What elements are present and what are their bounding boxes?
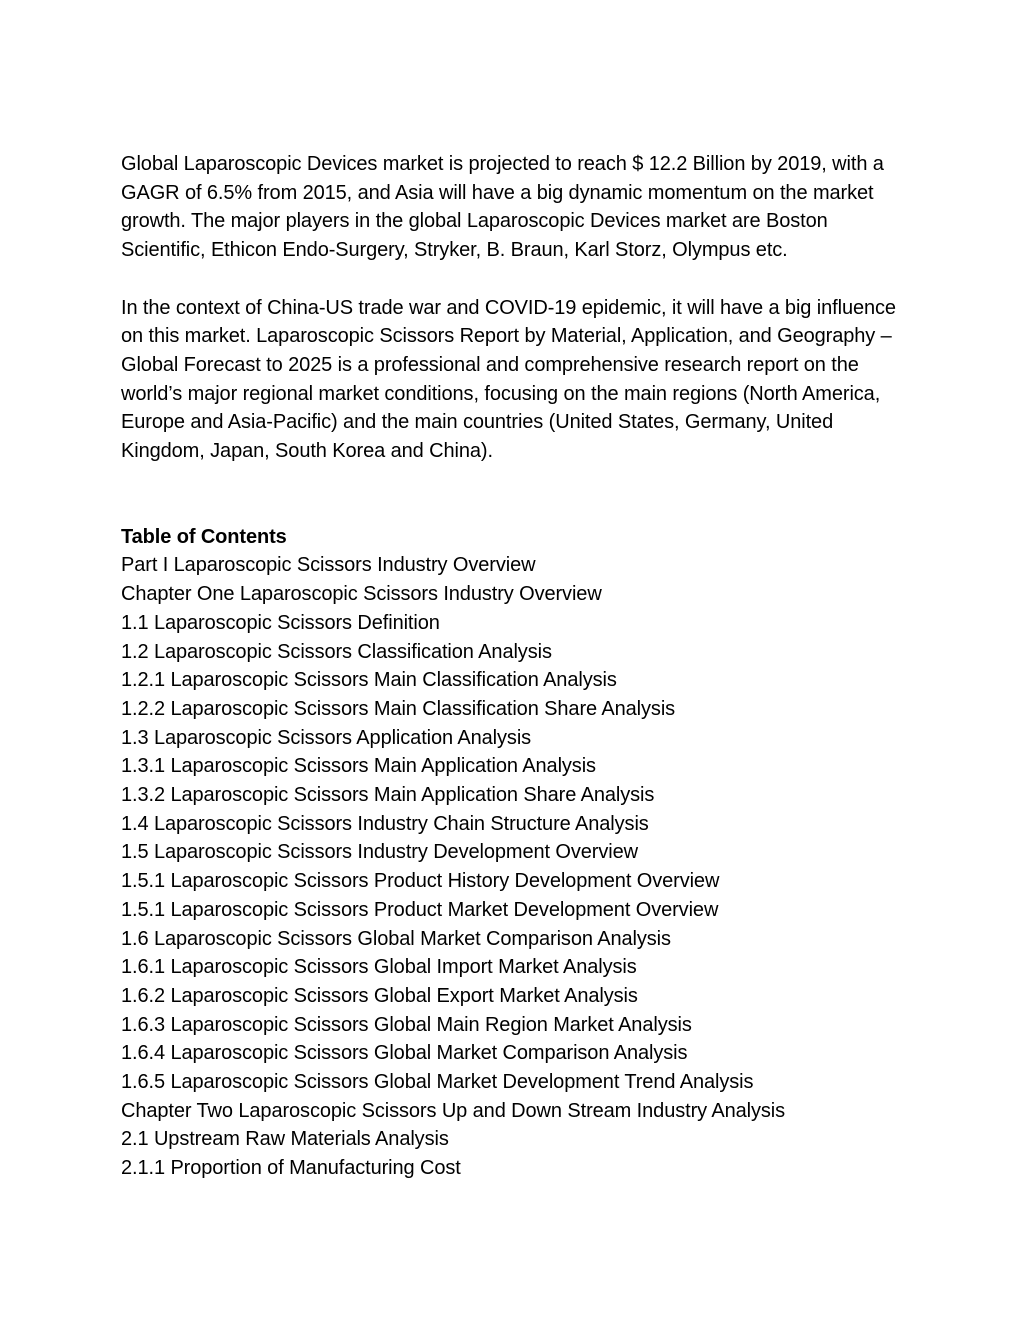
toc-item: 1.3.2 Laparoscopic Scissors Main Application Share Analysis — [121, 784, 655, 807]
intro-paragraph-trade-war-context: In the context of China-US trade war and COVID-19 epidemic, it will have a big influence on this market. Laparoscopic Scissors Report by Material, Application, and Geography – Global Forecast to 2025 is a professional and comprehensive research report on the world’s major regional market conditions, focusing on the main regions (North America, Europe and Asia-Pacific) and the main countries (United States, Germany, United Kingdom, Japan, South Korea and China). — [121, 296, 902, 463]
toc-item: Chapter Two Laparoscopic Scissors Up and Down Stream Industry Analysis — [121, 1099, 786, 1122]
intro-paragraph-market-projection: Global Laparoscopic Devices market is projected to reach $ 12.2 Billion by 2019, with a GAGR of 6.5% from 2015, and Asia will have a big dynamic momentum on the market growth. The major players in the global Laparoscopic Devices market are Boston Scientific, Ethicon Endo-Surgery, Stryker, B. Braun, Karl Storz, Olympus etc. — [121, 153, 890, 262]
toc-item: 1.2 Laparoscopic Scissors Classification Analysis — [121, 640, 552, 663]
toc-item: 1.6.1 Laparoscopic Scissors Global Import Market Analysis — [121, 956, 637, 979]
toc-item: 1.5 Laparoscopic Scissors Industry Development Overview — [121, 841, 638, 864]
document-body — [121, 150, 911, 1183]
toc-list — [121, 551, 911, 1182]
toc-item: 1.1 Laparoscopic Scissors Definition — [121, 611, 440, 634]
toc-item: 1.6.2 Laparoscopic Scissors Global Export Market Analysis — [121, 984, 638, 1007]
toc-item: 2.1.1 Proportion of Manufacturing Cost — [121, 1157, 461, 1180]
toc-item: Chapter One Laparoscopic Scissors Industry Overview — [121, 583, 602, 606]
toc-item: 1.5.1 Laparoscopic Scissors Product History Development Overview — [121, 870, 720, 893]
toc-item: 1.6.3 Laparoscopic Scissors Global Main Region Market Analysis — [121, 1013, 692, 1036]
toc-item: 1.6.5 Laparoscopic Scissors Global Market Development Trend Analysis — [121, 1071, 754, 1094]
toc-item: 1.2.2 Laparoscopic Scissors Main Classification Share Analysis — [121, 697, 676, 720]
toc-item: 1.4 Laparoscopic Scissors Industry Chain Structure Analysis — [121, 812, 649, 835]
toc-item: 1.5.1 Laparoscopic Scissors Product Market Development Overview — [121, 898, 719, 921]
toc-item: 1.3 Laparoscopic Scissors Application Analysis — [121, 726, 532, 749]
toc-item: 1.2.1 Laparoscopic Scissors Main Classification Analysis — [121, 669, 617, 692]
table-of-contents — [121, 523, 911, 1183]
toc-item: 1.6 Laparoscopic Scissors Global Market Comparison Analysis — [121, 927, 671, 950]
toc-title: Table of Contents — [121, 525, 287, 548]
toc-item: 1.3.1 Laparoscopic Scissors Main Application Analysis — [121, 755, 596, 778]
toc-item: 1.6.4 Laparoscopic Scissors Global Market Comparison Analysis — [121, 1042, 688, 1065]
toc-item: Part I Laparoscopic Scissors Industry Overview — [121, 554, 536, 577]
toc-item: 2.1 Upstream Raw Materials Analysis — [121, 1128, 449, 1151]
